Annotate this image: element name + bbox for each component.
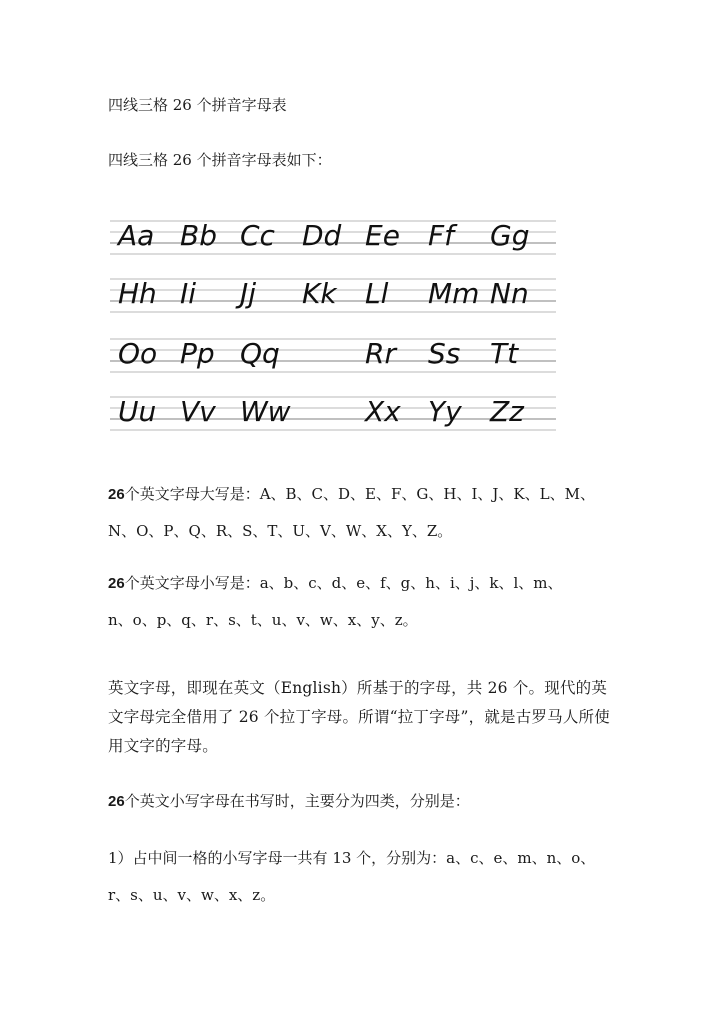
uppercase-label: 个英文字母大写是： — [124, 485, 260, 503]
letter-pair-Ee: Ee — [365, 219, 400, 252]
letter-pair-Bb: Bb — [180, 219, 217, 252]
lowercase-letters-line1: a、b、c、d、e、f、g、h、i、j、k、l、m、 — [259, 574, 563, 592]
letter-pair-Mm: Mm — [428, 277, 480, 310]
letter-pair-Yy: Yy — [428, 395, 462, 428]
lowercase-heading-line — [108, 573, 563, 594]
uppercase-heading-line — [108, 484, 595, 505]
chart-intro-text: 四线三格 26 个拼音字母表如下： — [108, 151, 332, 169]
letter-pair-Dd: Dd — [302, 219, 342, 252]
uppercase-letters-line1: A、B、C、D、E、F、G、H、I、J、K、L、M、 — [259, 485, 595, 503]
letter-pair-Ff: Ff — [428, 219, 454, 252]
letter-pair-Vv: Vv — [180, 395, 216, 428]
letter-pair-Uu: Uu — [118, 395, 157, 428]
letter-pair-Rr: Rr — [365, 337, 396, 370]
letter-pair-Kk: Kk — [302, 277, 337, 310]
letter-pair-Oo: Oo — [118, 337, 158, 370]
writing-categories-heading — [108, 791, 470, 812]
lowercase-letters-line2: n、o、p、q、r、s、t、u、v、w、x、y、z。 — [108, 611, 418, 629]
letter-pair-Ll: Ll — [365, 277, 389, 310]
alphabet-chart-svg — [110, 213, 556, 448]
letter-pair-Qq: Qq — [240, 337, 280, 370]
letter-pair-Cc: Cc — [240, 219, 275, 252]
category1-line1: 1）占中间一格的小写字母一共有 13 个，分别为：a、c、e、m、n、o、 — [108, 849, 596, 867]
page-title: 四线三格 26 个拼音字母表 — [108, 96, 287, 114]
letter-pair-Aa: Aa — [118, 219, 155, 252]
lowercase-label: 个英文字母小写是： — [124, 574, 260, 592]
letter-pair-Ii: Ii — [180, 277, 197, 310]
letter-pair-Zz: Zz — [490, 395, 524, 428]
letter-pair-Gg: Gg — [490, 219, 530, 252]
letter-pair-Xx: Xx — [365, 395, 401, 428]
uppercase-letters-line2: N、O、P、Q、R、S、T、U、V、W、X、Y、Z。 — [108, 522, 453, 540]
letter-pair-Pp: Pp — [180, 337, 215, 370]
alphabet-four-line-chart — [110, 213, 556, 448]
letter-pair-Ww: Ww — [240, 395, 291, 428]
writing-label: 个英文小写字母在书写时，主要分为四类，分别是： — [124, 792, 470, 810]
letter-pair-Nn: Nn — [490, 277, 529, 310]
letter-pair-Ss: Ss — [428, 337, 461, 370]
intro-paragraph: 英文字母，即现在英文（English）所基于的字母，共 26 个。现代的英文字母完全借用了 26 个拉丁字母。所谓“拉丁字母”，就是古罗马人所使用文字的字母。 — [108, 679, 610, 755]
category1-line2: r、s、u、v、w、x、z。 — [108, 886, 276, 904]
letter-pair-Jj: Jj — [240, 277, 257, 310]
uppercase-count: 26 — [108, 486, 125, 503]
lowercase-count: 26 — [108, 575, 125, 592]
writing-count: 26 — [108, 793, 125, 810]
letter-pair-Hh: Hh — [118, 277, 157, 310]
letter-pair-Tt: Tt — [490, 337, 519, 370]
